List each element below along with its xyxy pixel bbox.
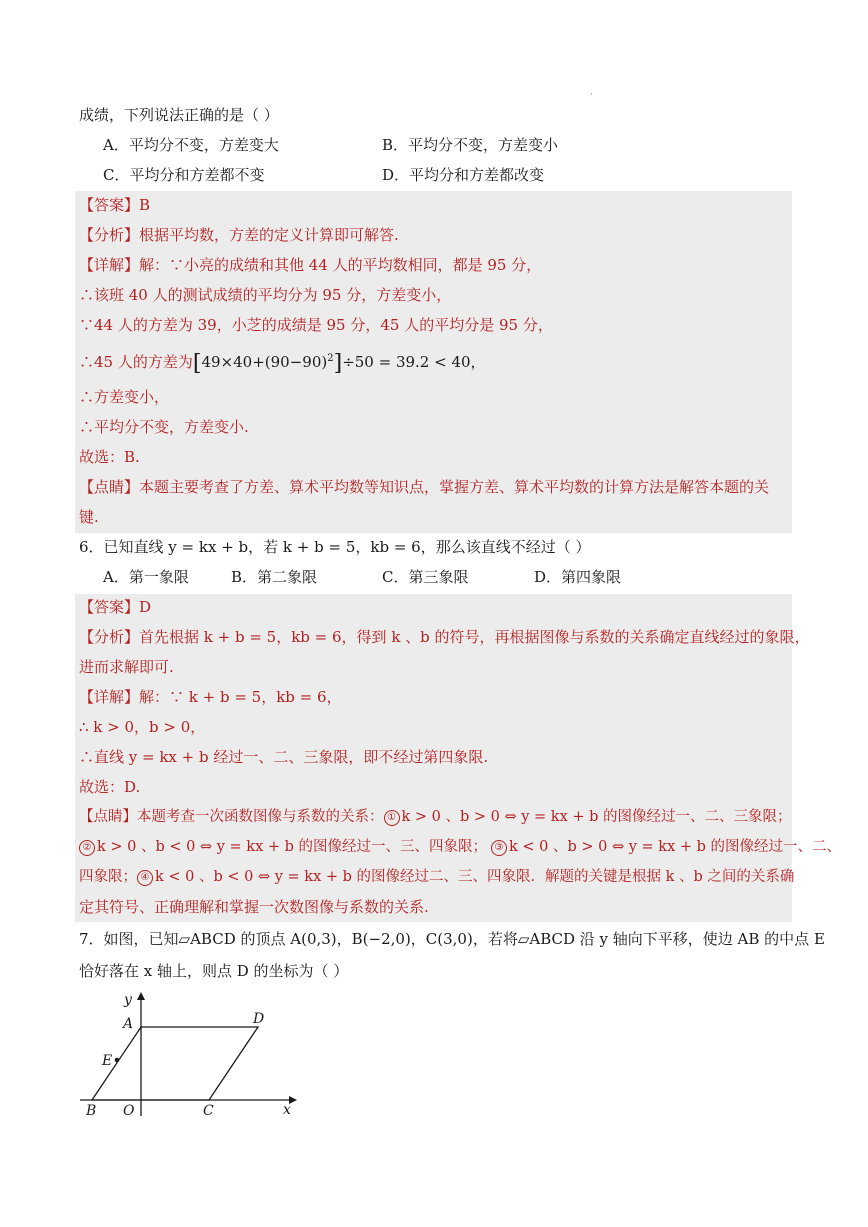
q6-detail-line: ∴直线 y = kx + b 经过一、二、三象限，即不经过第四象限. — [79, 748, 489, 766]
formula-lead: ∴45 人的方差为 — [79, 353, 193, 371]
q5-option-d: D．平均分和方差都改变 — [382, 166, 545, 184]
comment-rule-4: k < 0 、b < 0 ⇔ y = kx + b 的图像经过二、三、四象限．解题的关键是根据 k 、b 之间的关系确 — [155, 869, 795, 885]
comment-rule-3-cont: 四象限； — [79, 869, 137, 885]
q6-stem: 6．已知直线 y = kx + b，若 k + b = 5，kb = 6，那么该直线不经过（ ） — [79, 538, 591, 556]
q5-detail-line: ∴该班 40 人的测试成绩的平均分为 95 分，方差变小， — [79, 286, 452, 304]
q6-answer: 【答案】D — [79, 598, 152, 616]
parallelogram-figure — [75, 988, 300, 1123]
label-a: A — [123, 1016, 134, 1032]
circled-one: ① — [384, 810, 400, 826]
label-b: B — [86, 1103, 97, 1119]
q5-detail-line: ∴方差变小， — [79, 388, 170, 406]
q5-option-b: B．平均分不变，方差变小 — [382, 136, 559, 154]
q5-choice: 故选：B. — [79, 448, 140, 466]
q7-stem-line: 恰好落在 x 轴上，则点 D 的坐标为（ ） — [79, 962, 349, 980]
q7-stem-line: 7．如图，已知▱ABCD 的顶点 A(0,3)，B(−2,0)，C(3,0)，若将▱ABCD 沿 y 轴向下平移，使边 AB 的中点 E — [79, 930, 825, 948]
label-o: O — [123, 1103, 135, 1119]
q6-option-d: D．第四象限 — [534, 568, 622, 586]
q5-detail-line: 【详解】解：∵小亮的成绩和其他 44 人的平均数相同，都是 95 分， — [79, 256, 542, 274]
q5-option-a: A．平均分不变，方差变大 — [103, 136, 279, 154]
parallelogram-abcd — [92, 1027, 258, 1100]
q5-comment-line: 【点睛】本题主要考查了方差、算术平均数等知识点，掌握方差、算术平均数的计算方法是解答本题的关 — [79, 478, 770, 496]
comment-rule-3: k < 0 、b > 0 ⇔ y = kx + b 的图像经过一、二、 — [509, 839, 842, 855]
q5-answer: 【答案】B — [79, 196, 151, 214]
q6-detail-line: ∴ k > 0，b > 0， — [79, 718, 206, 736]
q6-option-c: C．第三象限 — [382, 568, 469, 586]
q6-analysis-line: 进而求解即可. — [79, 658, 174, 676]
q6-comment-line — [79, 808, 792, 826]
circled-two: ② — [79, 840, 95, 856]
formula-body: 49×40+(90−90) — [201, 353, 328, 371]
midpoint-e — [115, 1058, 120, 1063]
q5-detail-line: ∵44 人的方差为 39，小芝的成绩是 95 分，45 人的平均分是 95 分， — [79, 316, 553, 334]
q5-stem: 成绩，下列说法正确的是（ ） — [79, 106, 279, 124]
q6-comment-line — [79, 868, 794, 886]
q6-option-b: B．第二象限 — [231, 568, 318, 586]
circled-four: ④ — [137, 870, 153, 886]
y-axis-arrow — [137, 992, 145, 1000]
comment-rule-2: k > 0 、b < 0 ⇔ y = kx + b 的图像经过一、三、四象限； — [97, 839, 488, 855]
circled-three: ③ — [491, 840, 507, 856]
q5-comment-line: 键. — [79, 508, 99, 526]
q5-analysis: 【分析】根据平均数，方差的定义计算即可解答. — [79, 226, 399, 244]
q5-detail-line: ∴平均分不变，方差变小. — [79, 418, 249, 436]
q6-choice: 故选：D. — [79, 778, 141, 796]
label-y: y — [124, 992, 132, 1008]
formula-tail: ÷50 = 39.2 < 40， — [342, 353, 486, 371]
formula-exponent: 2 — [327, 353, 334, 364]
q6-comment-line — [79, 838, 841, 856]
label-e: E — [102, 1053, 113, 1069]
comment-rule-1: k > 0 、b > 0 ⇔ y = kx + b 的图像经过一、二、三象限； — [401, 809, 792, 825]
page-mark: · — [590, 90, 593, 99]
label-c: C — [203, 1103, 214, 1119]
q6-detail-line: 【详解】解：∵ k + b = 5，kb = 6， — [79, 688, 342, 706]
label-x: x — [283, 1102, 291, 1118]
q5-variance-formula — [79, 350, 486, 376]
comment-lead: 【点睛】本题考查一次函数图像与系数的关系： — [79, 809, 384, 825]
right-bracket: ] — [333, 351, 343, 376]
q6-comment-line: 定其符号、正确理解和掌握一次数图像与系数的关系. — [79, 898, 429, 916]
left-bracket: [ — [192, 351, 202, 376]
q5-option-c: C．平均分和方差都不变 — [103, 166, 265, 184]
label-d: D — [253, 1011, 265, 1027]
q6-option-a: A．第一象限 — [103, 568, 189, 586]
q6-analysis-line: 【分析】首先根据 k + b = 5，kb = 6，得到 k 、b 的符号，再根据图像与系数的关系确定直线经过的象限， — [79, 628, 810, 646]
